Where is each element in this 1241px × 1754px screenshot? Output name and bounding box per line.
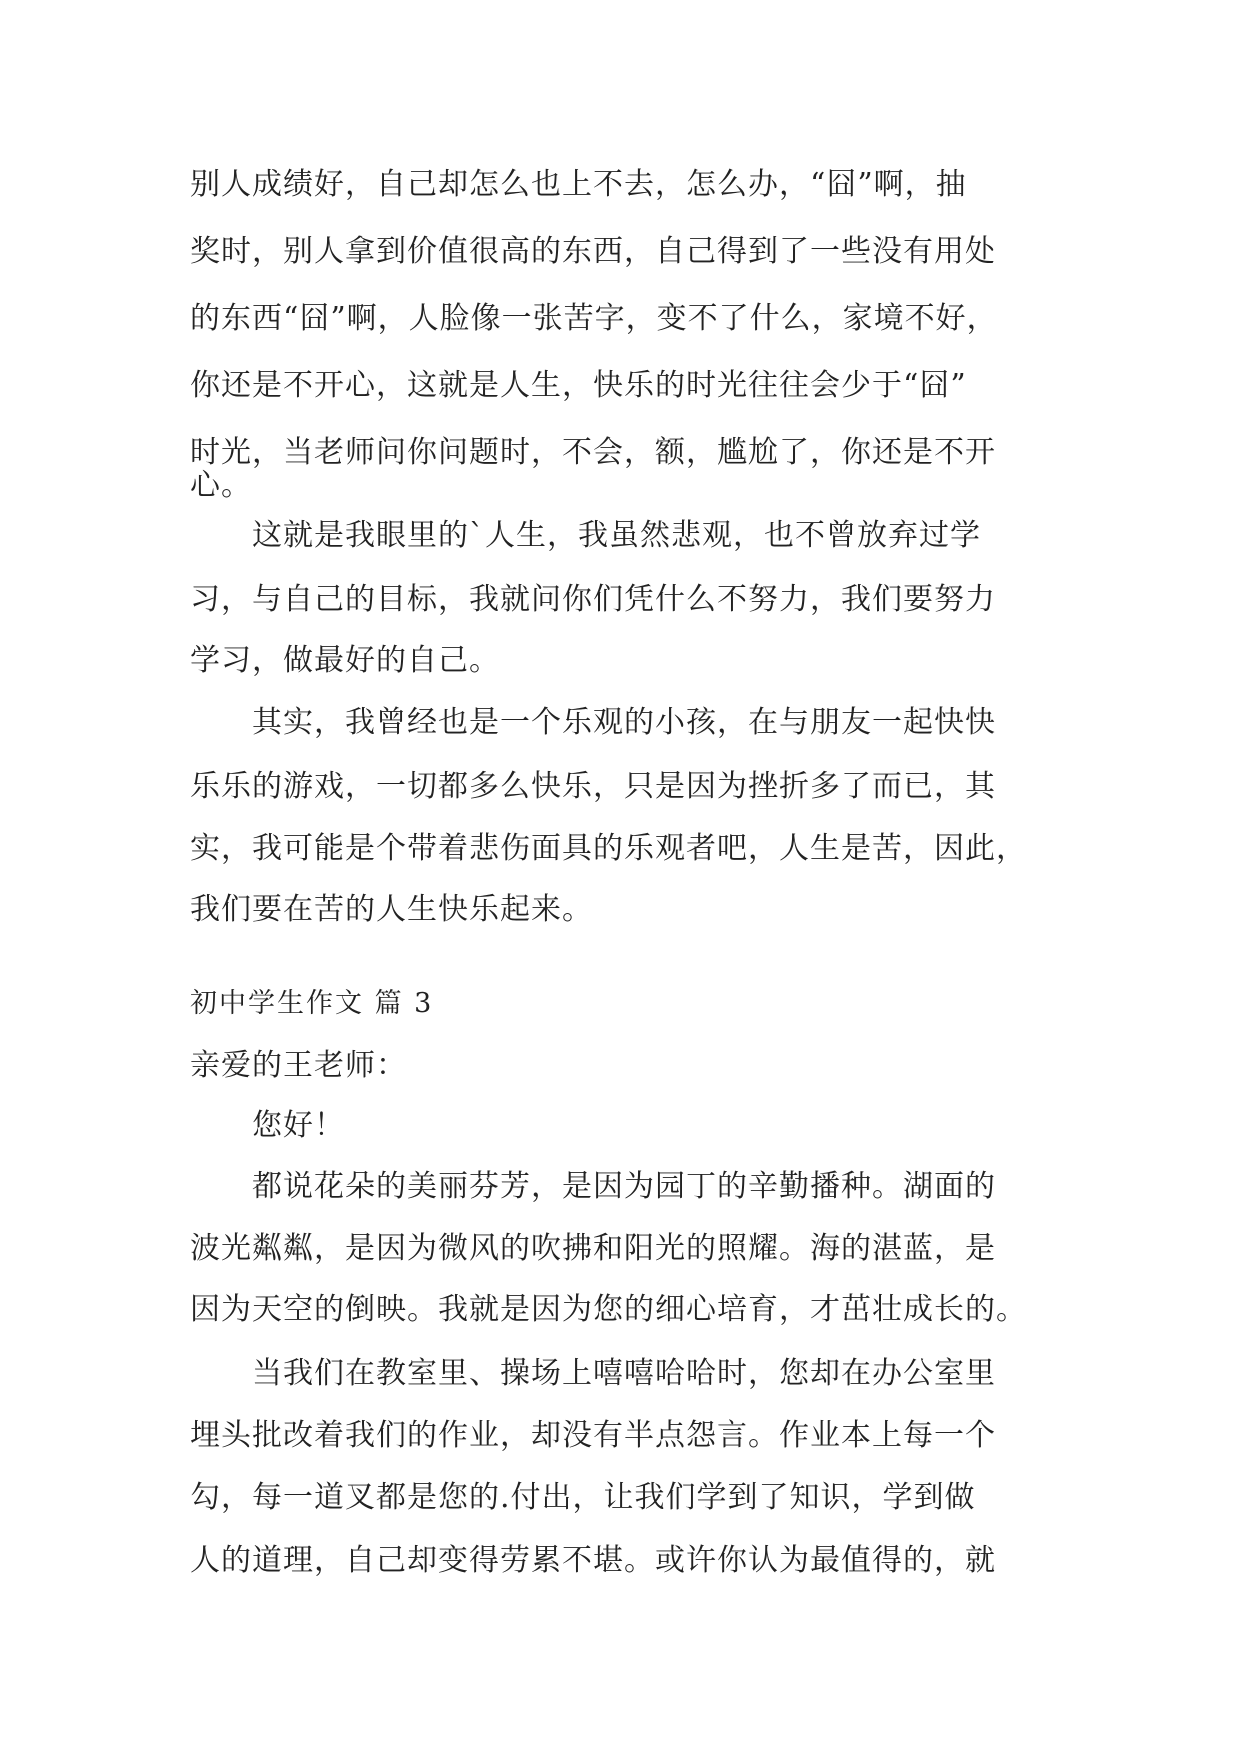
paragraph-line: 实，我可能是个带着悲伤面具的乐观者吧，人生是苦，因此， [190, 831, 1027, 866]
paragraph-line: 人的道理，自己却变得劳累不堪。或许你认为最值得的，就 [190, 1543, 996, 1578]
paragraph-line: 波光粼粼，是因为微风的吹拂和阳光的照耀。海的湛蓝，是 [190, 1231, 996, 1266]
paragraph-line: 时光，当老师问你问题时，不会，额，尴尬了，你还是不开 [190, 435, 996, 470]
paragraph-line: 别人成绩好，自己却怎么也上不去，怎么办，“囧”啊，抽 [190, 167, 967, 202]
paragraph-line: 奖时，别人拿到价值很高的东西，自己得到了一些没有用处 [190, 234, 996, 269]
paragraph-line: 都说花朵的美丽芬芳，是因为园丁的辛勤播种。湖面的 [190, 1169, 996, 1204]
paragraph-line: 的东西“囧”啊，人脸像一张苦字，变不了什么，家境不好， [190, 301, 998, 336]
letter-salutation: 亲爱的王老师： [190, 1048, 407, 1083]
paragraph-line: 你还是不开心，这就是人生，快乐的时光往往会少于“囧” [190, 368, 967, 403]
letter-greeting: 您好！ [190, 1108, 345, 1143]
paragraph-line: 乐乐的游戏，一切都多么快乐，只是因为挫折多了而已，其 [190, 769, 996, 804]
section-heading: 初中学生作文 篇 3 [190, 988, 434, 1019]
paragraph-line: 习，与自己的目标，我就问你们凭什么不努力，我们要努力 [190, 582, 996, 617]
paragraph-line: 因为天空的倒映。我就是因为您的细心培育，才茁壮成长的。 [190, 1292, 1027, 1327]
paragraph-line: 学习，做最好的自己。 [190, 643, 500, 678]
paragraph-line: 心。 [190, 468, 252, 503]
paragraph-line: 这就是我眼里的`人生，我虽然悲观，也不曾放弃过学 [190, 518, 981, 553]
paragraph-line: 当我们在教室里、操场上嘻嘻哈哈时，您却在办公室里 [190, 1356, 996, 1391]
paragraph-line: 埋头批改着我们的作业，却没有半点怨言。作业本上每一个 [190, 1418, 996, 1453]
paragraph-line: 我们要在苦的人生快乐起来。 [190, 892, 593, 927]
paragraph-line: 其实，我曾经也是一个乐观的小孩，在与朋友一起快快 [190, 705, 996, 740]
paragraph-line: 勾，每一道叉都是您的.付出，让我们学到了知识，学到做 [190, 1480, 976, 1515]
